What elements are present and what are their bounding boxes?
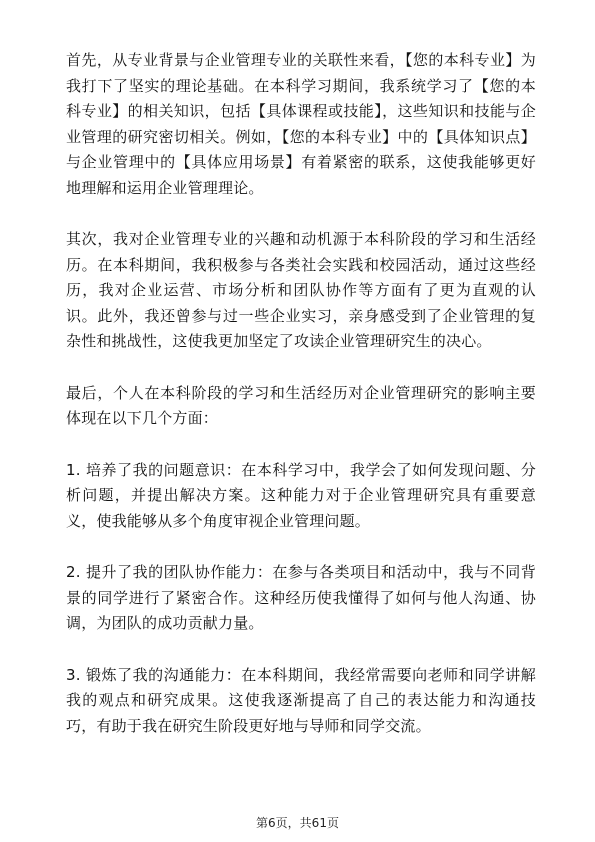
- page-number-footer: 第6页，共61页: [256, 816, 339, 830]
- list-item-communication: 3. 锻炼了我的沟通能力：在本科期间，我经常需要向老师和同学讲解我的观点和研究成果。这使我逐渐提高了自己的表达能力和沟通技巧，有助于我在研究生阶段更好地与导师和同学交流。: [66, 665, 536, 735]
- paragraph-intro-major: 首先，从专业背景与企业管理专业的关联性来看，【您的本科专业】为我打下了坚实的理论基础。在本科学习期间，我系统学习了【您的本科专业】的相关知识，包括【具体课程或技能】，这些知识和技能与企业管理的研究密切相关。例如，【您的本科专业】中的【具体知识点】与企业管理中的【具体应用场景】有着紧密的联系，这使我能够更好地理解和运用企业管理理论。: [66, 51, 536, 197]
- document-body: [66, 48, 536, 739]
- paragraph-interest-motivation: 其次，我对企业管理专业的兴趣和动机源于本科阶段的学习和生活经历。在本科期间，我积极参与各类社会实践和校园活动，通过这些经历，我对企业运营、市场分析和团队协作等方面有了更为直观的认识。此外，我还曾参与过一些企业实习，亲身感受到了企业管理的复杂性和挑战性，这使我更加坚定了攻读企业管理研究生的决心。: [66, 230, 536, 350]
- list-item-teamwork: 2. 提升了我的团队协作能力：在参与各类项目和活动中，我与不同背景的同学进行了紧密合作。这种经历使我懂得了如何与他人沟通、协调，为团队的成功贡献力量。: [66, 563, 536, 632]
- paragraph-spacer: [66, 432, 536, 458]
- paragraph-spacer: [66, 637, 536, 663]
- paragraph-spacer: [66, 534, 536, 560]
- paragraph-finally: 最后，个人在本科阶段的学习和生活经历对企业管理研究的影响主要体现在以下几个方面：: [66, 383, 536, 427]
- paragraph-spacer: [66, 355, 536, 381]
- list-item-problem-awareness: 1. 培养了我的问题意识：在本科学习中，我学会了如何发现问题、分析问题，并提出解决方案。这种能力对于企业管理研究具有重要意义，使我能够从多个角度审视企业管理问题。: [66, 460, 536, 530]
- paragraph-spacer: [66, 201, 536, 227]
